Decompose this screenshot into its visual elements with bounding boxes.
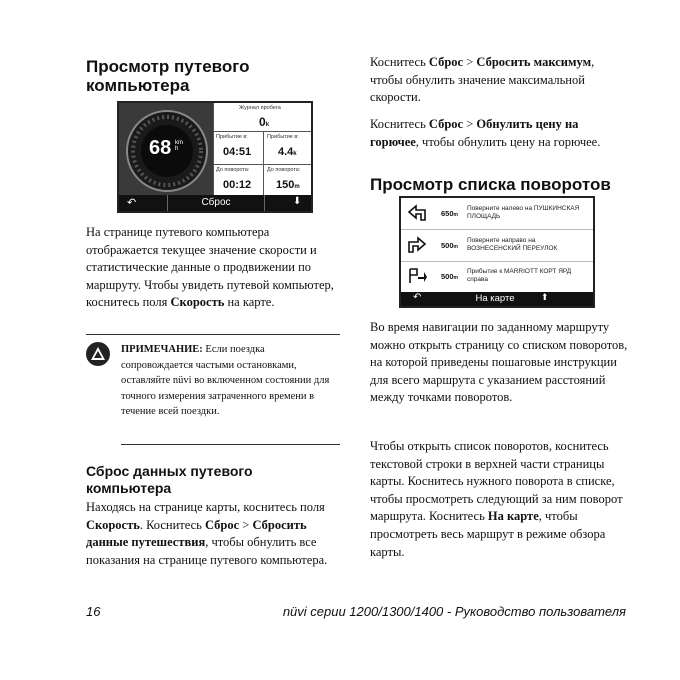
trip-screen-toolbar bbox=[119, 195, 311, 211]
turn-list-screen bbox=[399, 196, 595, 308]
trip-computer-screen bbox=[117, 101, 313, 213]
turn-list-heading: Просмотр списка поворотов bbox=[370, 175, 611, 194]
footer-title: nüvi серии 1200/1300/1400 - Руководство пользователя bbox=[282, 604, 626, 619]
page-number: 16 bbox=[86, 604, 101, 619]
turn-distance-label: До поворота: bbox=[267, 167, 301, 173]
turn-distance: 650m bbox=[441, 209, 458, 218]
turn-instruction: Поверните налево на ПУШКИНСКАЯ ПЛОЩАДЬ bbox=[467, 205, 580, 220]
speed-unit: km h bbox=[175, 140, 183, 152]
turn-distance-value: 150m bbox=[276, 179, 300, 191]
reset-fuel-paragraph: Коснитесь Сброс > Обнулить цену на горючее, чтобы обнулить цену на горючее. bbox=[370, 117, 601, 149]
turn-time-cell[interactable] bbox=[213, 165, 263, 197]
arrival-distance-value: 4.4k bbox=[278, 146, 297, 158]
speed-value: 68 bbox=[149, 137, 172, 159]
note-warning-icon bbox=[86, 342, 110, 371]
turn-instruction: Поверните направо на ВОЗНЕСЕНСКИЙ ПЕРЕУЛОК bbox=[467, 237, 558, 252]
turn-list-paragraph-1: Во время навигации по заданному маршруту можно открыть страницу со списком поворотов, на которой приведены пошаговые инструкции для всего маршрута с указанием расстояний между точками поворотов. bbox=[370, 320, 628, 405]
back-icon[interactable]: ↶ bbox=[413, 292, 422, 303]
reset-button[interactable]: Сброс bbox=[167, 195, 265, 211]
turn-time-label: До поворота: bbox=[216, 167, 250, 173]
reset-trip-paragraph: Находясь на странице карты, коснитесь поля Скорость. Коснитесь Сброс > Сбросить данные путешествия, чтобы обнулить все показания на странице путевого компьютера. bbox=[86, 500, 328, 567]
on-map-button[interactable]: На карте bbox=[475, 293, 515, 304]
turn-distance-cell[interactable] bbox=[264, 165, 313, 197]
arrival-time-cell[interactable] bbox=[213, 132, 263, 164]
turn-distance: 500m bbox=[441, 272, 458, 281]
turn-instruction: Прибытие к MARRIOTT КОРТ ЯРД справа bbox=[467, 268, 572, 283]
turn-list-row[interactable] bbox=[401, 230, 593, 261]
reset-trip-heading: Сброс данных путевого компьютера bbox=[86, 463, 253, 496]
odometer-cell[interactable] bbox=[213, 103, 313, 131]
back-icon[interactable]: ↶ bbox=[127, 197, 137, 209]
down-arrow-icon[interactable]: ⬇ bbox=[293, 196, 302, 207]
up-arrow-icon[interactable]: ⬆ bbox=[541, 292, 549, 302]
turn-list-row[interactable] bbox=[401, 262, 593, 292]
arrival-time-value: 04:51 bbox=[223, 146, 252, 158]
turn-list-row[interactable] bbox=[401, 198, 593, 229]
note-text: ПРИМЕЧАНИЕ: Если поездка сопровождается частыми остановками, оставляйте nüvi во включенном состоянии для точного измерения затраченного времени в течение всей поездки. bbox=[121, 344, 330, 418]
turn-left-icon bbox=[407, 204, 427, 227]
arrival-time-label: Прибытие в: bbox=[216, 134, 248, 140]
odometer-label: Журнал пробега bbox=[239, 105, 281, 111]
turn-right-icon bbox=[407, 236, 427, 259]
turn-list-toolbar bbox=[401, 292, 593, 306]
turn-time-value: 00:12 bbox=[223, 179, 252, 191]
trip-computer-intro: На странице путевого компьютера отображается текущее значение скорости и статистические данные о продвижении по маршруту. Чтобы увидеть путевой компьютер, коснитесь поля Скорость на карте. bbox=[86, 225, 334, 310]
turn-list-paragraph-2: Чтобы открыть список поворотов, коснитесь текстовой строки в верхней части страницы карты. Коснитесь нужного поворота в списке, чтобы просмотреть следующий за ним поворот маршрута. Коснитесь На карте, чтобы просмотреть весь маршрут в режиме обзора карты. bbox=[370, 439, 623, 559]
arrival-distance-cell[interactable] bbox=[264, 132, 313, 164]
trip-computer-heading: Просмотр путевого компьютера bbox=[86, 57, 250, 95]
odometer-value: 0k bbox=[259, 115, 270, 129]
turn-distance: 500m bbox=[441, 241, 458, 250]
speedometer-panel bbox=[119, 103, 213, 197]
arrival-flag-icon bbox=[407, 267, 427, 290]
arrival-distance-label: Прибытие в: bbox=[267, 134, 299, 140]
reset-max-paragraph: Коснитесь Сброс > Сбросить максимум, чтобы обнулить значение максимальной скорости. bbox=[370, 55, 595, 105]
